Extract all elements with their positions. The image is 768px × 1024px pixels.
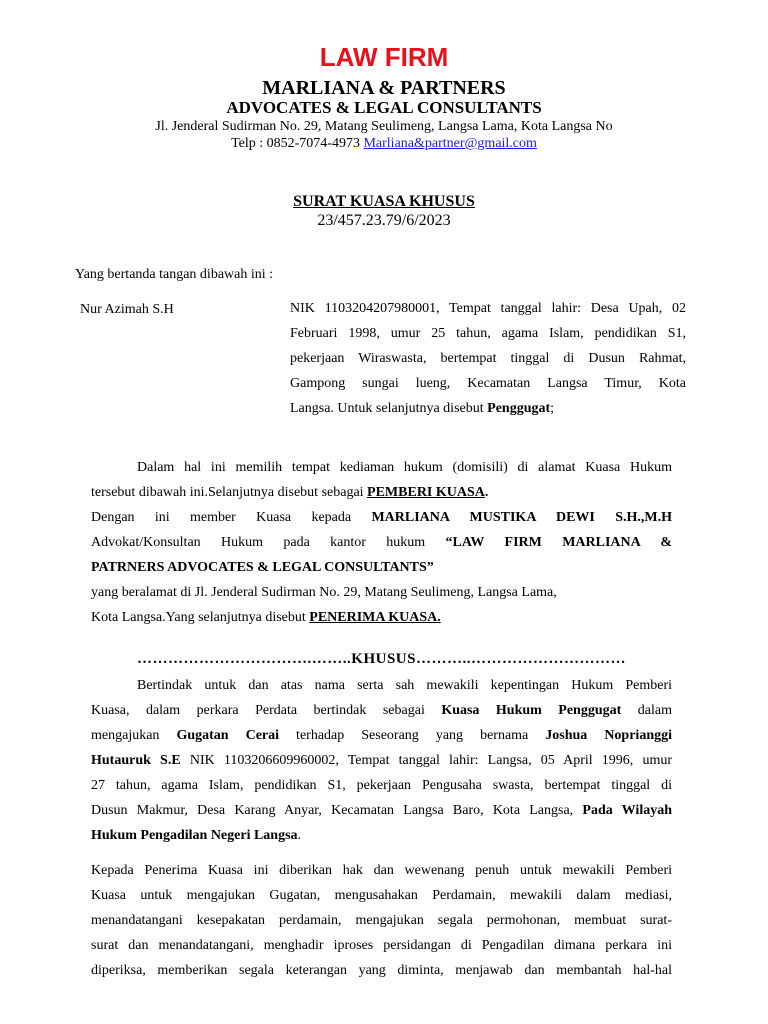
para1-line2-text: tersebut dibawah ini.Selanjutnya disebut sebagai xyxy=(91,485,368,500)
plaintiff-counsel-term: Kuasa Hukum Penggugat xyxy=(441,703,622,718)
grantor-line: pekerjaan Wiraswasta, bertempat tinggal di Dusun Rahmat, xyxy=(290,351,686,366)
grantor-role: Penggugat xyxy=(487,401,551,416)
paragraph-line xyxy=(91,455,672,480)
paragraph-line: diperiksa, memberikan segala keterangan yang diminta, menjawab dan membantah hal-hal xyxy=(91,963,672,978)
para1-line3-text: Dengan ini member Kuasa kepada xyxy=(91,510,372,525)
attorney-name: MARLIANA MUSTIKA DEWI S.H.,M.H xyxy=(371,510,672,525)
grantor-last-text: Langsa. Untuk selanjutnya disebut xyxy=(290,401,488,416)
intro-text: Yang bertanda tangan dibawah ini : xyxy=(75,267,274,282)
firm-quote-end: PATRNERS ADVOCATES & LEGAL CONSULTANTS” xyxy=(91,560,434,575)
para1-line2-end: . xyxy=(484,485,489,500)
para1-line1: Dalam hal ini memilih tempat kediaman hukum (domisili) di alamat Kuasa Hukum xyxy=(137,460,672,475)
document-title-text: SURAT KUASA KHUSUS xyxy=(293,193,475,210)
grantor-line xyxy=(290,396,686,421)
jurisdiction-end: Hukum Pengadilan Negeri Langsa xyxy=(91,828,298,843)
paragraph-line xyxy=(91,555,672,580)
paragraph-line xyxy=(91,673,672,698)
grantor-end: ; xyxy=(550,401,555,416)
paragraph-line: yang beralamat di Jl. Jenderal Sudirman No. 29, Matang Seulimeng, Langsa Lama, xyxy=(91,585,557,600)
paragraph-line xyxy=(91,823,672,848)
defendant-name-first: Joshua Noprianggi xyxy=(545,728,672,743)
para1-line4-text: Advokat/Konsultan Hukum pada kantor hukum xyxy=(91,535,446,550)
firm-address: Jl. Jenderal Sudirman No. 29, Matang Seulimeng, Langsa Lama, Kota Langsa No xyxy=(155,119,613,134)
case-type: Gugatan Cerai xyxy=(176,728,280,743)
defendant-name-last: Hutauruk S.E xyxy=(91,753,181,768)
phone-text: Telp : 0852-7074-4973 xyxy=(231,136,364,151)
paragraph-line: Kepada Penerima Kuasa ini diberikan hak dan wewenang penuh untuk mewakili Pemberi xyxy=(91,863,672,878)
para2-line6-text: Dusun Makmur, Desa Karang Anyar, Kecamatan Langsa Baro, Kota Langsa, xyxy=(91,803,583,818)
paragraph-line xyxy=(91,530,672,555)
paragraph-line xyxy=(91,798,672,823)
grantor-line: NIK 1103204207980001, Tempat tanggal lahir: Desa Upah, 02 xyxy=(290,301,686,316)
email-link[interactable]: Marliana&partner@gmail.com xyxy=(363,136,537,151)
grantor-name: Nur Azimah S.H xyxy=(80,302,174,317)
paragraph-line: 27 tahun, agama Islam, pendidikan S1, pekerjaan Pengusaha swasta, bertempat tinggal di xyxy=(91,778,672,793)
grantor-line: Gampong sungai lueng, Kecamatan Langsa Timur, Kota xyxy=(290,376,686,391)
para2-line2-text: Kuasa, dalam perkara Perdata bertindak sebagai xyxy=(91,703,442,718)
grantor-details xyxy=(290,296,686,421)
paragraph-line: menandatangani kesepakatan perdamain, mengajukan segala permohonan, membuat surat- xyxy=(91,913,672,928)
para2-line7-end: . xyxy=(297,828,302,843)
document-number: 23/457.23.79/6/2023 xyxy=(317,212,451,229)
document-title xyxy=(0,192,768,212)
paragraph-line xyxy=(91,505,672,530)
para2-line3-mid: terhadap Seseorang yang bernama xyxy=(279,728,546,743)
para1-line7-text: Kota Langsa.Yang selanjutnya disebut xyxy=(91,610,310,625)
paragraph-line: Kuasa untuk mengajukan Gugatan, mengusahakan Perdamain, mewakili dalam mediasi, xyxy=(91,888,672,903)
firm-quote-start: “LAW FIRM MARLIANA & xyxy=(445,535,672,550)
para2-line1: Bertindak untuk dan atas nama serta sah mewakili kepentingan Hukum Pemberi xyxy=(137,678,672,693)
pemberi-kuasa-term: PEMBERI KUASA xyxy=(367,485,485,500)
grantor-line: Februari 1998, umur 25 tahun, agama Islam, pendidikan S1, xyxy=(290,326,686,341)
paragraph-line: surat dan menandatangani, menghadir iproses persidangan di Pengadilan dimana perkara ini xyxy=(91,938,672,953)
paragraph-line xyxy=(91,480,672,505)
firm-contact xyxy=(0,135,768,153)
paragraph-line xyxy=(91,605,672,630)
khusus-heading: …………………………….……..KHUSUS………..………………………… xyxy=(137,651,626,667)
paragraph-domicile xyxy=(91,455,672,630)
paragraph-line xyxy=(91,748,672,773)
paragraph-authority xyxy=(91,858,672,983)
para2-line3-text: mengajukan xyxy=(91,728,177,743)
firm-name: MARLIANA & PARTNERS xyxy=(262,77,506,99)
paragraph-case xyxy=(91,673,672,848)
para2-line4-text: NIK 1103206609960002, Tempat tanggal lahir: Langsa, 05 April 1996, umur xyxy=(180,753,672,768)
paragraph-line xyxy=(91,698,672,723)
firm-title: LAW FIRM xyxy=(319,42,449,72)
penerima-kuasa-term: PENERIMA KUASA. xyxy=(309,610,441,625)
para2-line2-end: dalam xyxy=(621,703,672,718)
jurisdiction-start: Pada Wilayah xyxy=(582,803,672,818)
paragraph-line xyxy=(91,723,672,748)
firm-subtitle: ADVOCATES & LEGAL CONSULTANTS xyxy=(226,98,542,117)
